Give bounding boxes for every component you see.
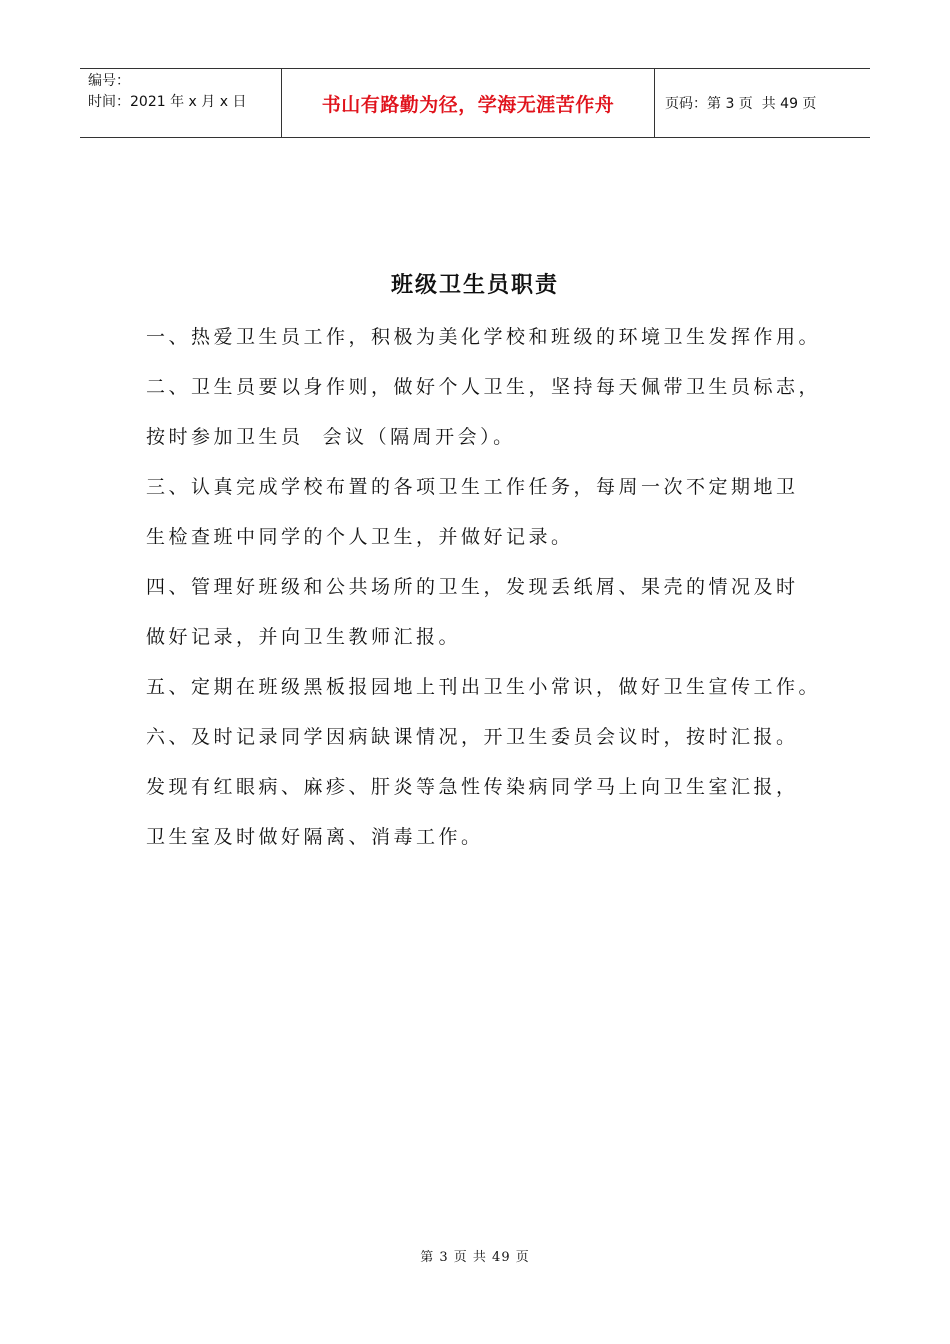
- body-line: 按时参加卫生员 会议（隔周开会）。: [146, 426, 516, 448]
- body-line: 三、认真完成学校布置的各项卫生工作任务，每周一次不定期地卫: [146, 476, 799, 498]
- document-date-label: 时间：2021 年 x 月 x 日: [88, 94, 247, 110]
- header-page-info: 页码：第 3 页 共 49 页: [665, 96, 817, 112]
- header-meta: [80, 69, 282, 137]
- body-line: 六、及时记录同学因病缺课情况，开卫生委员会议时，按时汇报。: [146, 726, 799, 748]
- document-number-label: 编号：: [88, 73, 130, 89]
- body-line: 五、定期在班级黑板报园地上刊出卫生小常识，做好卫生宣传工作。: [146, 676, 822, 698]
- body-line: 二、卫生员要以身作则，做好个人卫生，坚持每天佩带卫生员标志，: [146, 376, 822, 398]
- body-line: 做好记录，并向卫生教师汇报。: [146, 626, 462, 648]
- document-title: 班级卫生员职责: [390, 272, 559, 298]
- page-header: [80, 68, 870, 138]
- page-footer: 第 3 页 共 49 页: [420, 1250, 530, 1265]
- body-line: 生检查班中同学的个人卫生，并做好记录。: [146, 526, 574, 548]
- body-line: 卫生室及时做好隔离、消毒工作。: [146, 826, 484, 848]
- header-motto: 书山有路勤为径，学海无涯苦作舟: [282, 69, 655, 137]
- body-line: 发现有红眼病、麻疹、肝炎等急性传染病同学马上向卫生室汇报，: [146, 776, 799, 798]
- body-line: 四、管理好班级和公共场所的卫生，发现丢纸屑、果壳的情况及时: [146, 576, 799, 598]
- document-body: [146, 312, 826, 862]
- body-line: 一、热爱卫生员工作，积极为美化学校和班级的环境卫生发挥作用。: [146, 326, 822, 348]
